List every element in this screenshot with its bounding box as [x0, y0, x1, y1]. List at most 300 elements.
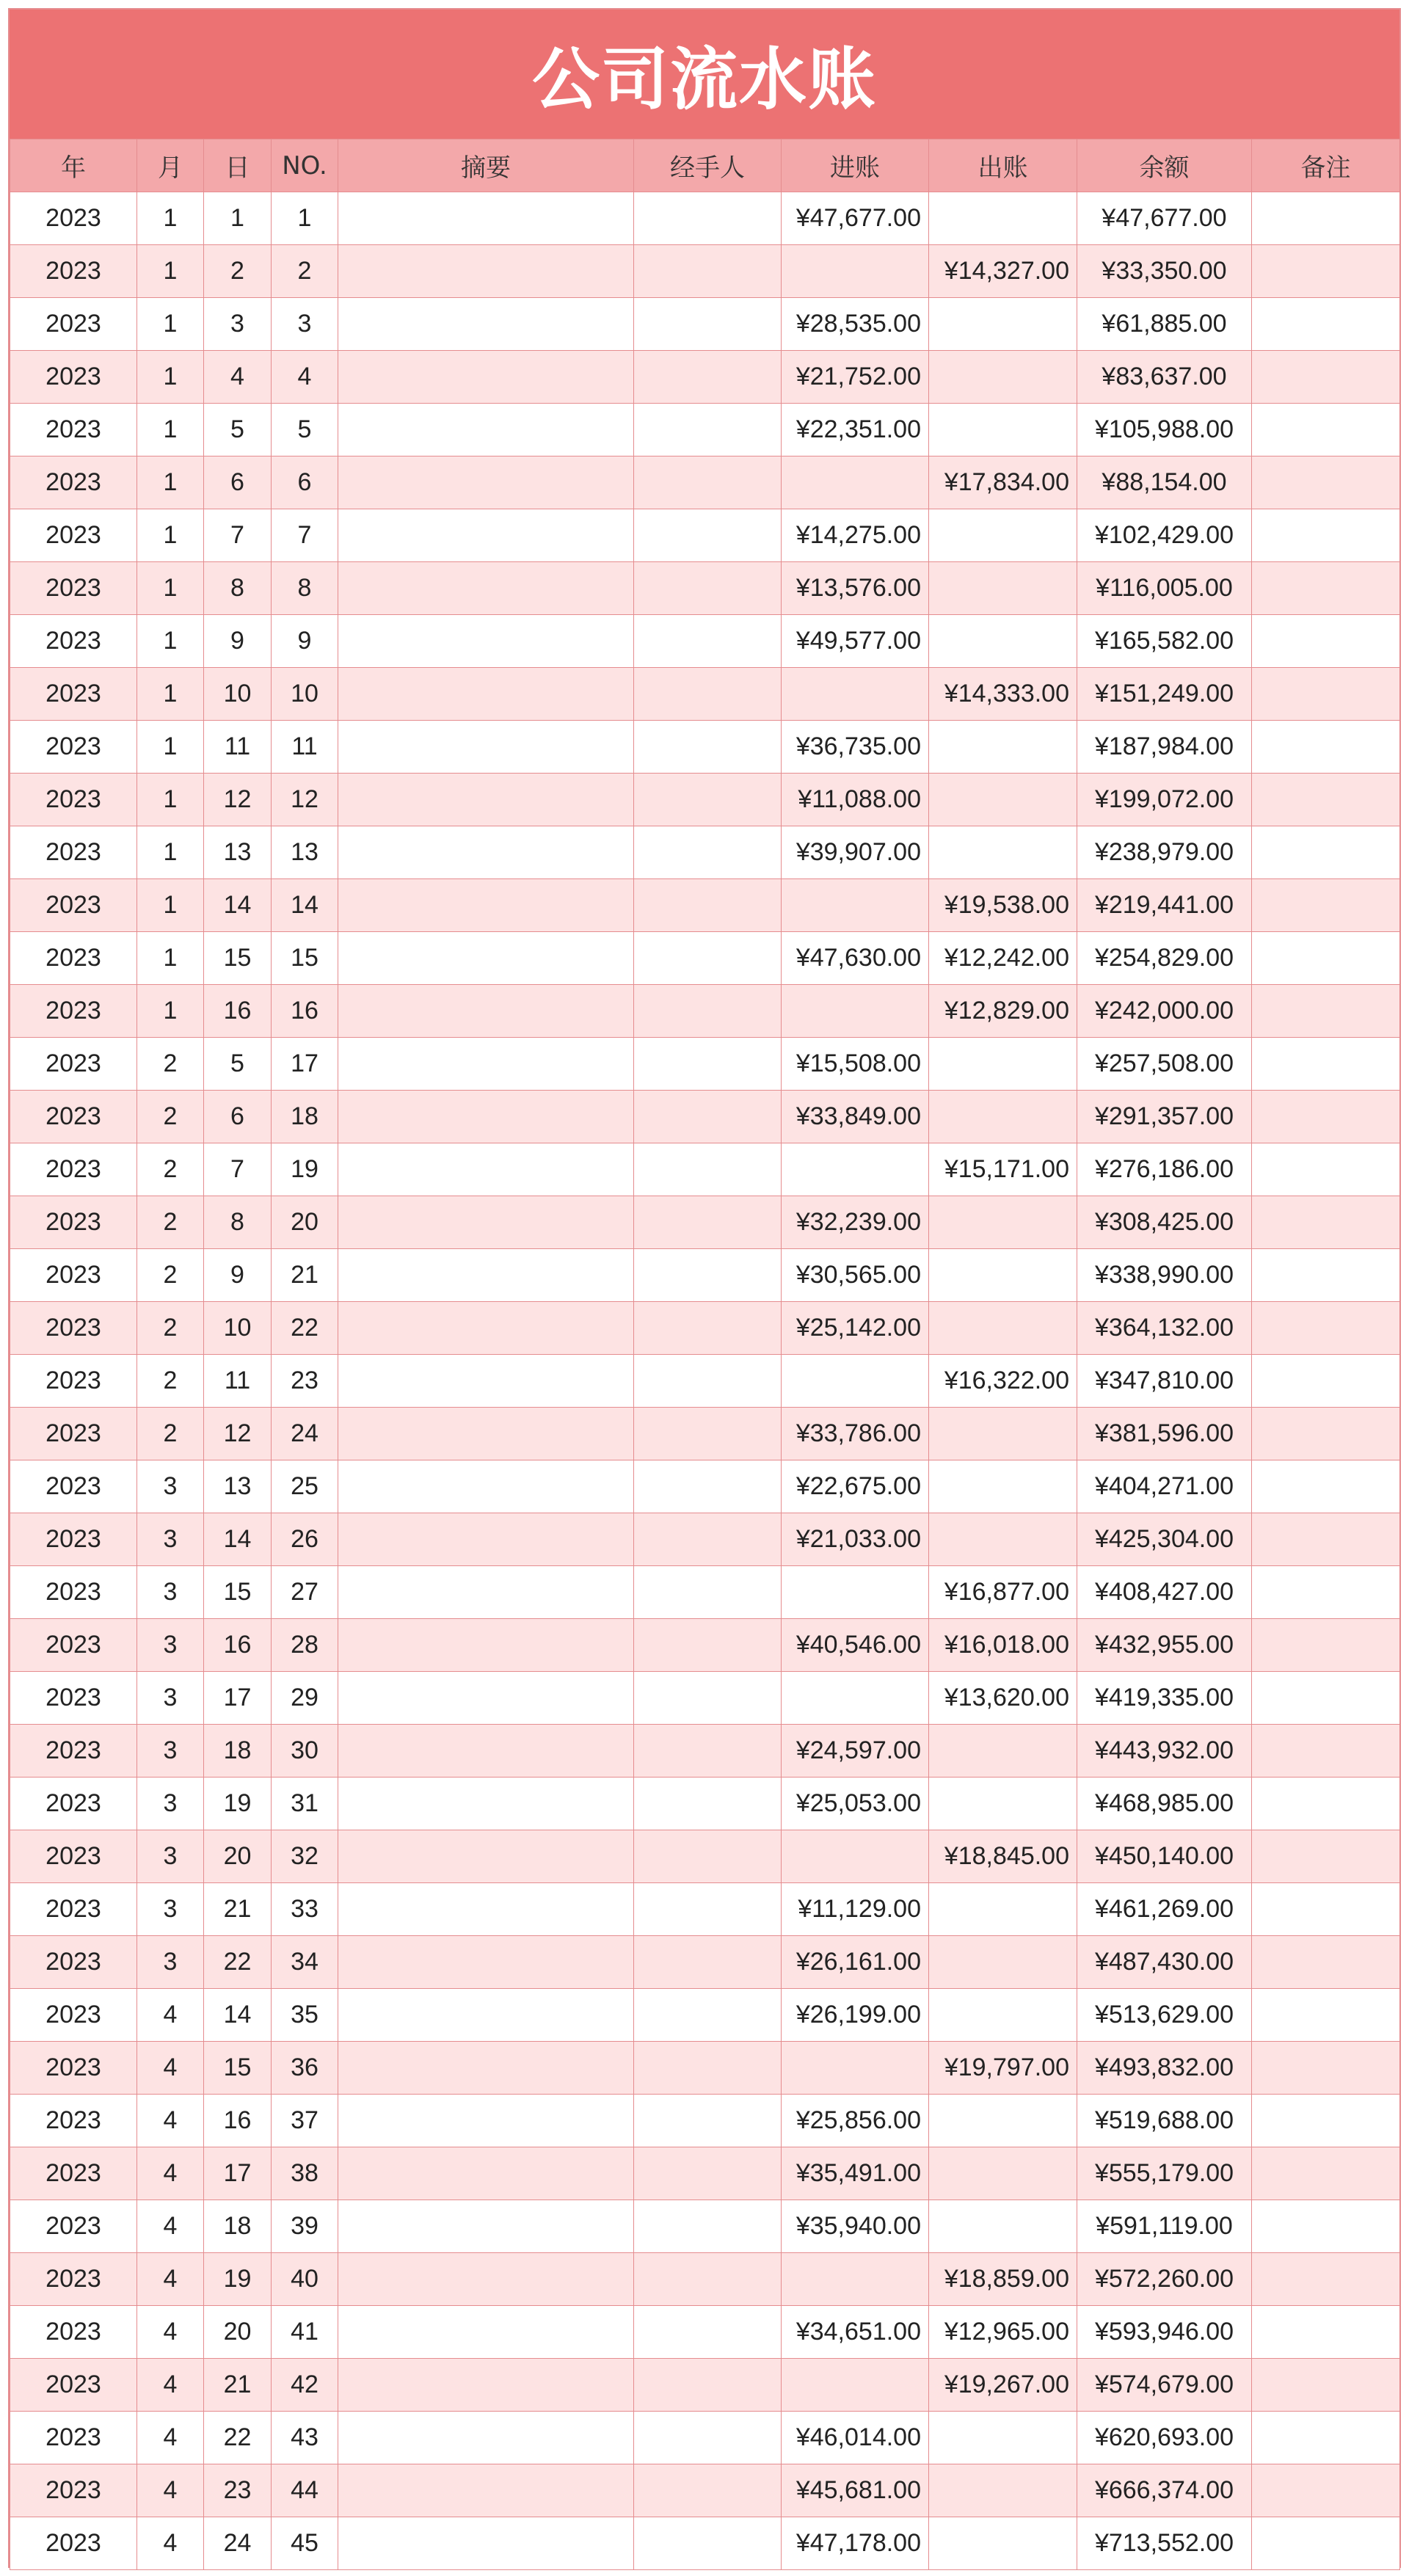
balance-cell[interactable]: ¥276,186.00 [1077, 1143, 1252, 1196]
handler-cell[interactable] [634, 404, 782, 456]
number-cell[interactable]: 39 [272, 2200, 338, 2253]
remarks-cell[interactable] [1252, 298, 1400, 351]
income-cell[interactable]: ¥33,849.00 [782, 1091, 929, 1143]
balance-cell[interactable]: ¥425,304.00 [1077, 1513, 1252, 1566]
expense-cell[interactable] [929, 351, 1077, 404]
year-cell[interactable]: 2023 [10, 1196, 137, 1249]
handler-cell[interactable] [634, 826, 782, 879]
expense-cell[interactable] [929, 2412, 1077, 2464]
day-cell[interactable]: 5 [204, 1038, 272, 1091]
expense-cell[interactable]: ¥12,829.00 [929, 985, 1077, 1038]
handler-cell[interactable] [634, 1778, 782, 1830]
month-cell[interactable]: 2 [137, 1143, 204, 1196]
summary-cell[interactable] [338, 1513, 634, 1566]
income-cell[interactable]: ¥14,275.00 [782, 509, 929, 562]
day-cell[interactable]: 7 [204, 509, 272, 562]
month-cell[interactable]: 3 [137, 1619, 204, 1672]
income-cell[interactable] [782, 985, 929, 1038]
expense-cell[interactable]: ¥14,327.00 [929, 245, 1077, 298]
number-cell[interactable]: 22 [272, 1302, 338, 1355]
balance-cell[interactable]: ¥61,885.00 [1077, 298, 1252, 351]
number-cell[interactable]: 8 [272, 562, 338, 615]
remarks-cell[interactable] [1252, 1672, 1400, 1725]
expense-cell[interactable] [929, 1249, 1077, 1302]
month-cell[interactable]: 1 [137, 456, 204, 509]
day-cell[interactable]: 12 [204, 774, 272, 826]
balance-cell[interactable]: ¥291,357.00 [1077, 1091, 1252, 1143]
income-cell[interactable] [782, 1143, 929, 1196]
expense-cell[interactable] [929, 192, 1077, 245]
month-cell[interactable]: 4 [137, 2253, 204, 2306]
handler-cell[interactable] [634, 192, 782, 245]
handler-cell[interactable] [634, 774, 782, 826]
month-cell[interactable]: 3 [137, 1513, 204, 1566]
income-cell[interactable] [782, 2042, 929, 2095]
day-cell[interactable]: 16 [204, 1619, 272, 1672]
summary-cell[interactable] [338, 826, 634, 879]
expense-cell[interactable]: ¥18,845.00 [929, 1830, 1077, 1883]
column-header-income[interactable]: 进账 [782, 139, 929, 192]
expense-cell[interactable] [929, 1408, 1077, 1460]
expense-cell[interactable] [929, 2464, 1077, 2517]
remarks-cell[interactable] [1252, 932, 1400, 985]
summary-cell[interactable] [338, 2359, 634, 2412]
day-cell[interactable]: 9 [204, 615, 272, 668]
summary-cell[interactable] [338, 1672, 634, 1725]
column-header-number[interactable]: NO. [272, 139, 338, 192]
balance-cell[interactable]: ¥450,140.00 [1077, 1830, 1252, 1883]
expense-cell[interactable] [929, 826, 1077, 879]
number-cell[interactable]: 9 [272, 615, 338, 668]
summary-cell[interactable] [338, 932, 634, 985]
year-cell[interactable]: 2023 [10, 774, 137, 826]
year-cell[interactable]: 2023 [10, 1038, 137, 1091]
balance-cell[interactable]: ¥443,932.00 [1077, 1725, 1252, 1778]
expense-cell[interactable] [929, 1038, 1077, 1091]
expense-cell[interactable] [929, 774, 1077, 826]
day-cell[interactable]: 14 [204, 1989, 272, 2042]
day-cell[interactable]: 12 [204, 1408, 272, 1460]
month-cell[interactable]: 1 [137, 826, 204, 879]
day-cell[interactable]: 18 [204, 2200, 272, 2253]
handler-cell[interactable] [634, 2042, 782, 2095]
number-cell[interactable]: 24 [272, 1408, 338, 1460]
income-cell[interactable]: ¥26,199.00 [782, 1989, 929, 2042]
day-cell[interactable]: 16 [204, 2095, 272, 2147]
summary-cell[interactable] [338, 1408, 634, 1460]
balance-cell[interactable]: ¥257,508.00 [1077, 1038, 1252, 1091]
remarks-cell[interactable] [1252, 562, 1400, 615]
remarks-cell[interactable] [1252, 1249, 1400, 1302]
expense-cell[interactable] [929, 2200, 1077, 2253]
summary-cell[interactable] [338, 1725, 634, 1778]
number-cell[interactable]: 10 [272, 668, 338, 721]
balance-cell[interactable]: ¥572,260.00 [1077, 2253, 1252, 2306]
month-cell[interactable]: 3 [137, 1936, 204, 1989]
number-cell[interactable]: 45 [272, 2517, 338, 2570]
expense-cell[interactable]: ¥15,171.00 [929, 1143, 1077, 1196]
month-cell[interactable]: 1 [137, 932, 204, 985]
summary-cell[interactable] [338, 1143, 634, 1196]
year-cell[interactable]: 2023 [10, 1143, 137, 1196]
remarks-cell[interactable] [1252, 192, 1400, 245]
year-cell[interactable]: 2023 [10, 2042, 137, 2095]
balance-cell[interactable]: ¥381,596.00 [1077, 1408, 1252, 1460]
month-cell[interactable]: 1 [137, 509, 204, 562]
year-cell[interactable]: 2023 [10, 404, 137, 456]
expense-cell[interactable]: ¥16,877.00 [929, 1566, 1077, 1619]
handler-cell[interactable] [634, 1883, 782, 1936]
number-cell[interactable]: 28 [272, 1619, 338, 1672]
balance-cell[interactable]: ¥432,955.00 [1077, 1619, 1252, 1672]
expense-cell[interactable] [929, 562, 1077, 615]
handler-cell[interactable] [634, 1830, 782, 1883]
handler-cell[interactable] [634, 932, 782, 985]
balance-cell[interactable]: ¥254,829.00 [1077, 932, 1252, 985]
year-cell[interactable]: 2023 [10, 932, 137, 985]
balance-cell[interactable]: ¥338,990.00 [1077, 1249, 1252, 1302]
year-cell[interactable]: 2023 [10, 1725, 137, 1778]
income-cell[interactable]: ¥11,088.00 [782, 774, 929, 826]
expense-cell[interactable]: ¥16,018.00 [929, 1619, 1077, 1672]
remarks-cell[interactable] [1252, 1355, 1400, 1408]
day-cell[interactable]: 2 [204, 245, 272, 298]
handler-cell[interactable] [634, 1038, 782, 1091]
expense-cell[interactable]: ¥17,834.00 [929, 456, 1077, 509]
income-cell[interactable]: ¥26,161.00 [782, 1936, 929, 1989]
balance-cell[interactable]: ¥102,429.00 [1077, 509, 1252, 562]
expense-cell[interactable]: ¥12,242.00 [929, 932, 1077, 985]
income-cell[interactable] [782, 1566, 929, 1619]
number-cell[interactable]: 18 [272, 1091, 338, 1143]
handler-cell[interactable] [634, 1302, 782, 1355]
remarks-cell[interactable] [1252, 509, 1400, 562]
expense-cell[interactable] [929, 509, 1077, 562]
year-cell[interactable]: 2023 [10, 1302, 137, 1355]
month-cell[interactable]: 3 [137, 1566, 204, 1619]
column-header-expense[interactable]: 出账 [929, 139, 1077, 192]
summary-cell[interactable] [338, 2412, 634, 2464]
summary-cell[interactable] [338, 2147, 634, 2200]
balance-cell[interactable]: ¥187,984.00 [1077, 721, 1252, 774]
handler-cell[interactable] [634, 615, 782, 668]
handler-cell[interactable] [634, 1619, 782, 1672]
handler-cell[interactable] [634, 245, 782, 298]
expense-cell[interactable] [929, 1460, 1077, 1513]
month-cell[interactable]: 1 [137, 245, 204, 298]
number-cell[interactable]: 14 [272, 879, 338, 932]
handler-cell[interactable] [634, 298, 782, 351]
number-cell[interactable]: 41 [272, 2306, 338, 2359]
income-cell[interactable]: ¥49,577.00 [782, 615, 929, 668]
handler-cell[interactable] [634, 1460, 782, 1513]
income-cell[interactable]: ¥11,129.00 [782, 1883, 929, 1936]
income-cell[interactable]: ¥47,178.00 [782, 2517, 929, 2570]
month-cell[interactable]: 2 [137, 1408, 204, 1460]
year-cell[interactable]: 2023 [10, 2412, 137, 2464]
month-cell[interactable]: 4 [137, 2042, 204, 2095]
handler-cell[interactable] [634, 1989, 782, 2042]
balance-cell[interactable]: ¥105,988.00 [1077, 404, 1252, 456]
remarks-cell[interactable] [1252, 1566, 1400, 1619]
year-cell[interactable]: 2023 [10, 2253, 137, 2306]
balance-cell[interactable]: ¥47,677.00 [1077, 192, 1252, 245]
expense-cell[interactable]: ¥19,267.00 [929, 2359, 1077, 2412]
income-cell[interactable] [782, 2253, 929, 2306]
income-cell[interactable] [782, 1672, 929, 1725]
expense-cell[interactable] [929, 1196, 1077, 1249]
expense-cell[interactable] [929, 1883, 1077, 1936]
handler-cell[interactable] [634, 879, 782, 932]
summary-cell[interactable] [338, 404, 634, 456]
summary-cell[interactable] [338, 668, 634, 721]
summary-cell[interactable] [338, 1778, 634, 1830]
number-cell[interactable]: 38 [272, 2147, 338, 2200]
balance-cell[interactable]: ¥487,430.00 [1077, 1936, 1252, 1989]
month-cell[interactable]: 2 [137, 1091, 204, 1143]
remarks-cell[interactable] [1252, 2359, 1400, 2412]
year-cell[interactable]: 2023 [10, 1830, 137, 1883]
summary-cell[interactable] [338, 1989, 634, 2042]
balance-cell[interactable]: ¥219,441.00 [1077, 879, 1252, 932]
handler-cell[interactable] [634, 351, 782, 404]
day-cell[interactable]: 24 [204, 2517, 272, 2570]
handler-cell[interactable] [634, 2095, 782, 2147]
day-cell[interactable]: 22 [204, 2412, 272, 2464]
handler-cell[interactable] [634, 2517, 782, 2570]
balance-cell[interactable]: ¥591,119.00 [1077, 2200, 1252, 2253]
month-cell[interactable]: 4 [137, 2517, 204, 2570]
month-cell[interactable]: 1 [137, 404, 204, 456]
year-cell[interactable]: 2023 [10, 2464, 137, 2517]
year-cell[interactable]: 2023 [10, 1091, 137, 1143]
balance-cell[interactable]: ¥555,179.00 [1077, 2147, 1252, 2200]
month-cell[interactable]: 1 [137, 879, 204, 932]
income-cell[interactable]: ¥39,907.00 [782, 826, 929, 879]
remarks-cell[interactable] [1252, 2464, 1400, 2517]
expense-cell[interactable] [929, 404, 1077, 456]
summary-cell[interactable] [338, 1249, 634, 1302]
income-cell[interactable]: ¥25,142.00 [782, 1302, 929, 1355]
day-cell[interactable]: 13 [204, 1460, 272, 1513]
handler-cell[interactable] [634, 2412, 782, 2464]
remarks-cell[interactable] [1252, 1143, 1400, 1196]
number-cell[interactable]: 36 [272, 2042, 338, 2095]
remarks-cell[interactable] [1252, 1883, 1400, 1936]
expense-cell[interactable] [929, 2517, 1077, 2570]
year-cell[interactable]: 2023 [10, 1883, 137, 1936]
expense-cell[interactable] [929, 721, 1077, 774]
year-cell[interactable]: 2023 [10, 2517, 137, 2570]
income-cell[interactable]: ¥47,677.00 [782, 192, 929, 245]
remarks-cell[interactable] [1252, 826, 1400, 879]
income-cell[interactable]: ¥25,053.00 [782, 1778, 929, 1830]
handler-cell[interactable] [634, 456, 782, 509]
day-cell[interactable]: 19 [204, 1778, 272, 1830]
number-cell[interactable]: 30 [272, 1725, 338, 1778]
income-cell[interactable] [782, 2359, 929, 2412]
column-header-month[interactable]: 月 [137, 139, 204, 192]
year-cell[interactable]: 2023 [10, 245, 137, 298]
remarks-cell[interactable] [1252, 1830, 1400, 1883]
summary-cell[interactable] [338, 1830, 634, 1883]
expense-cell[interactable] [929, 298, 1077, 351]
day-cell[interactable]: 10 [204, 1302, 272, 1355]
day-cell[interactable]: 1 [204, 192, 272, 245]
balance-cell[interactable]: ¥519,688.00 [1077, 2095, 1252, 2147]
year-cell[interactable]: 2023 [10, 1513, 137, 1566]
handler-cell[interactable] [634, 1725, 782, 1778]
income-cell[interactable]: ¥46,014.00 [782, 2412, 929, 2464]
month-cell[interactable]: 4 [137, 2095, 204, 2147]
number-cell[interactable]: 37 [272, 2095, 338, 2147]
column-header-remarks[interactable]: 备注 [1252, 139, 1400, 192]
number-cell[interactable]: 6 [272, 456, 338, 509]
year-cell[interactable]: 2023 [10, 192, 137, 245]
number-cell[interactable]: 17 [272, 1038, 338, 1091]
balance-cell[interactable]: ¥88,154.00 [1077, 456, 1252, 509]
handler-cell[interactable] [634, 1513, 782, 1566]
remarks-cell[interactable] [1252, 2517, 1400, 2570]
summary-cell[interactable] [338, 1619, 634, 1672]
balance-cell[interactable]: ¥165,582.00 [1077, 615, 1252, 668]
summary-cell[interactable] [338, 298, 634, 351]
balance-cell[interactable]: ¥461,269.00 [1077, 1883, 1252, 1936]
number-cell[interactable]: 15 [272, 932, 338, 985]
year-cell[interactable]: 2023 [10, 509, 137, 562]
remarks-cell[interactable] [1252, 615, 1400, 668]
income-cell[interactable]: ¥35,940.00 [782, 2200, 929, 2253]
summary-cell[interactable] [338, 2042, 634, 2095]
income-cell[interactable]: ¥47,630.00 [782, 932, 929, 985]
number-cell[interactable]: 2 [272, 245, 338, 298]
income-cell[interactable]: ¥22,351.00 [782, 404, 929, 456]
year-cell[interactable]: 2023 [10, 2359, 137, 2412]
expense-cell[interactable]: ¥12,965.00 [929, 2306, 1077, 2359]
month-cell[interactable]: 1 [137, 351, 204, 404]
year-cell[interactable]: 2023 [10, 668, 137, 721]
summary-cell[interactable] [338, 2306, 634, 2359]
expense-cell[interactable]: ¥19,797.00 [929, 2042, 1077, 2095]
column-header-handler[interactable]: 经手人 [634, 139, 782, 192]
remarks-cell[interactable] [1252, 985, 1400, 1038]
summary-cell[interactable] [338, 192, 634, 245]
day-cell[interactable]: 15 [204, 2042, 272, 2095]
month-cell[interactable]: 3 [137, 1830, 204, 1883]
summary-cell[interactable] [338, 1302, 634, 1355]
balance-cell[interactable]: ¥404,271.00 [1077, 1460, 1252, 1513]
expense-cell[interactable] [929, 1513, 1077, 1566]
day-cell[interactable]: 21 [204, 1883, 272, 1936]
remarks-cell[interactable] [1252, 1196, 1400, 1249]
month-cell[interactable]: 4 [137, 2359, 204, 2412]
income-cell[interactable]: ¥22,675.00 [782, 1460, 929, 1513]
remarks-cell[interactable] [1252, 351, 1400, 404]
column-header-year[interactable]: 年 [10, 139, 137, 192]
number-cell[interactable]: 26 [272, 1513, 338, 1566]
number-cell[interactable]: 1 [272, 192, 338, 245]
remarks-cell[interactable] [1252, 404, 1400, 456]
summary-cell[interactable] [338, 1038, 634, 1091]
summary-cell[interactable] [338, 509, 634, 562]
number-cell[interactable]: 33 [272, 1883, 338, 1936]
month-cell[interactable]: 3 [137, 1725, 204, 1778]
remarks-cell[interactable] [1252, 1460, 1400, 1513]
balance-cell[interactable]: ¥513,629.00 [1077, 1989, 1252, 2042]
summary-cell[interactable] [338, 456, 634, 509]
day-cell[interactable]: 20 [204, 1830, 272, 1883]
expense-cell[interactable] [929, 1936, 1077, 1989]
day-cell[interactable]: 18 [204, 1725, 272, 1778]
remarks-cell[interactable] [1252, 1513, 1400, 1566]
number-cell[interactable]: 21 [272, 1249, 338, 1302]
number-cell[interactable]: 19 [272, 1143, 338, 1196]
handler-cell[interactable] [634, 2200, 782, 2253]
summary-cell[interactable] [338, 245, 634, 298]
number-cell[interactable]: 32 [272, 1830, 338, 1883]
day-cell[interactable]: 14 [204, 1513, 272, 1566]
number-cell[interactable]: 44 [272, 2464, 338, 2517]
remarks-cell[interactable] [1252, 245, 1400, 298]
expense-cell[interactable]: ¥14,333.00 [929, 668, 1077, 721]
balance-cell[interactable]: ¥347,810.00 [1077, 1355, 1252, 1408]
day-cell[interactable]: 16 [204, 985, 272, 1038]
number-cell[interactable]: 16 [272, 985, 338, 1038]
number-cell[interactable]: 5 [272, 404, 338, 456]
income-cell[interactable]: ¥36,735.00 [782, 721, 929, 774]
month-cell[interactable]: 4 [137, 2200, 204, 2253]
number-cell[interactable]: 3 [272, 298, 338, 351]
month-cell[interactable]: 4 [137, 2306, 204, 2359]
number-cell[interactable]: 31 [272, 1778, 338, 1830]
handler-cell[interactable] [634, 668, 782, 721]
number-cell[interactable]: 12 [272, 774, 338, 826]
day-cell[interactable]: 19 [204, 2253, 272, 2306]
number-cell[interactable]: 11 [272, 721, 338, 774]
income-cell[interactable]: ¥35,491.00 [782, 2147, 929, 2200]
income-cell[interactable]: ¥21,033.00 [782, 1513, 929, 1566]
summary-cell[interactable] [338, 1196, 634, 1249]
year-cell[interactable]: 2023 [10, 456, 137, 509]
number-cell[interactable]: 34 [272, 1936, 338, 1989]
month-cell[interactable]: 2 [137, 1355, 204, 1408]
income-cell[interactable] [782, 1355, 929, 1408]
balance-cell[interactable]: ¥242,000.00 [1077, 985, 1252, 1038]
month-cell[interactable]: 1 [137, 985, 204, 1038]
month-cell[interactable]: 3 [137, 1672, 204, 1725]
expense-cell[interactable] [929, 1302, 1077, 1355]
income-cell[interactable]: ¥15,508.00 [782, 1038, 929, 1091]
year-cell[interactable]: 2023 [10, 985, 137, 1038]
year-cell[interactable]: 2023 [10, 879, 137, 932]
number-cell[interactable]: 4 [272, 351, 338, 404]
number-cell[interactable]: 20 [272, 1196, 338, 1249]
summary-cell[interactable] [338, 879, 634, 932]
handler-cell[interactable] [634, 2359, 782, 2412]
remarks-cell[interactable] [1252, 879, 1400, 932]
day-cell[interactable]: 14 [204, 879, 272, 932]
expense-cell[interactable]: ¥16,322.00 [929, 1355, 1077, 1408]
year-cell[interactable]: 2023 [10, 615, 137, 668]
balance-cell[interactable]: ¥308,425.00 [1077, 1196, 1252, 1249]
day-cell[interactable]: 17 [204, 2147, 272, 2200]
month-cell[interactable]: 2 [137, 1302, 204, 1355]
remarks-cell[interactable] [1252, 1778, 1400, 1830]
handler-cell[interactable] [634, 562, 782, 615]
expense-cell[interactable] [929, 1778, 1077, 1830]
remarks-cell[interactable] [1252, 456, 1400, 509]
year-cell[interactable]: 2023 [10, 1778, 137, 1830]
